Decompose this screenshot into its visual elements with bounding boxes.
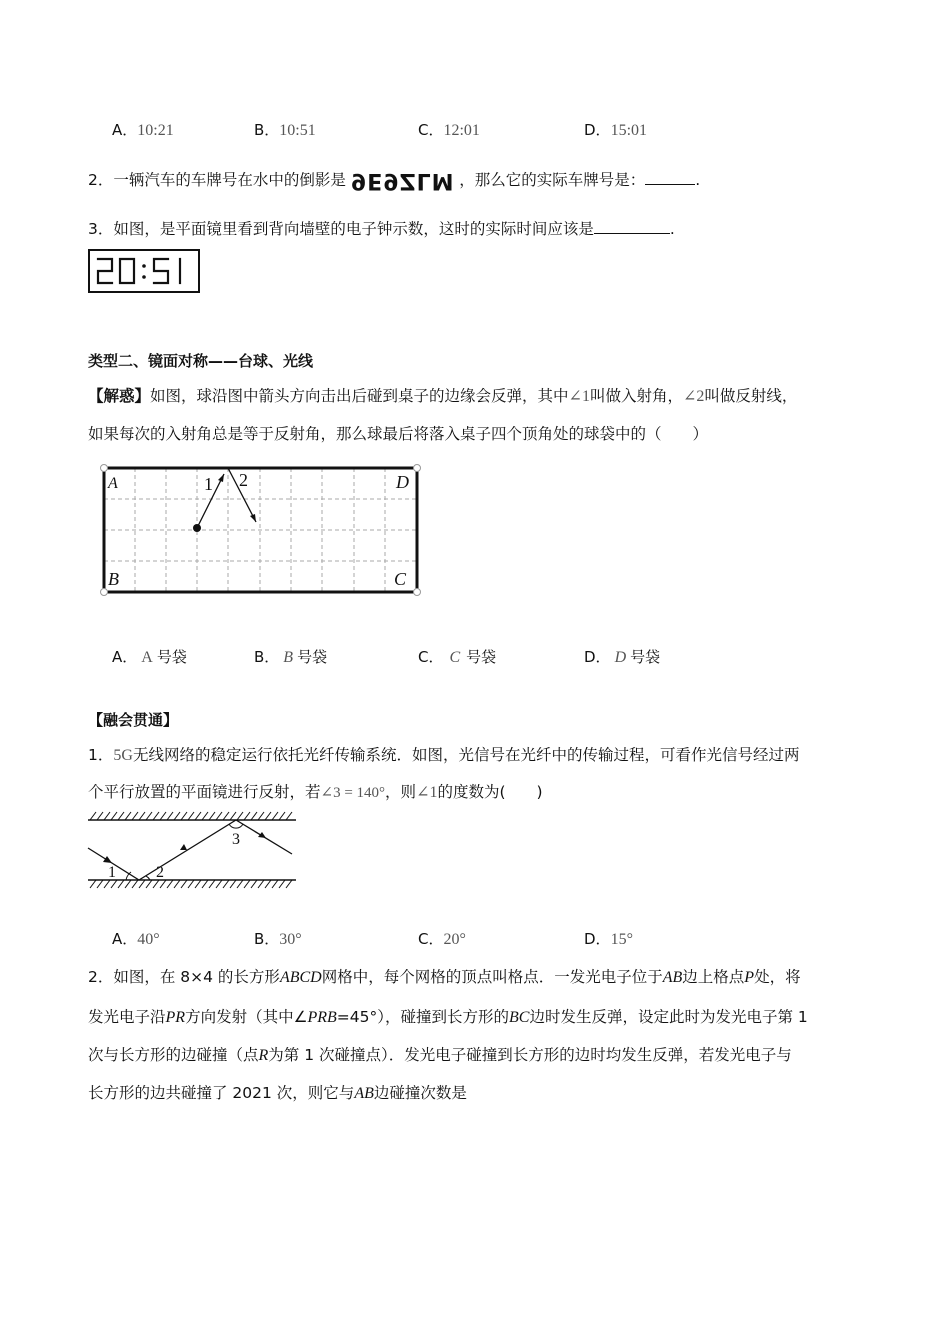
option-text: 号袋 [466, 648, 497, 666]
text: 无线网络的稳定运行依托光纤传输系统．如图，光信号在光纤中的传输过程，可看作光信号经过两 [132, 746, 800, 764]
math-var: ABCD [279, 969, 322, 986]
option-letter: B． [254, 648, 280, 666]
option-text: 号袋 [156, 648, 187, 666]
text: 个平行放置的平面镜进行反射，若 [88, 783, 321, 801]
light-path [88, 820, 292, 880]
option-letter: C． [418, 648, 444, 666]
option-d [584, 119, 647, 140]
text: 长方形的边共碰撞了 2021 次，则它与 [88, 1084, 355, 1102]
angle-label-2: 2 [156, 864, 164, 881]
option-text: 号袋 [630, 648, 661, 666]
option-value: 10:21 [137, 122, 174, 139]
corner-label-d: D [396, 472, 409, 492]
option-symbol: A [141, 649, 153, 666]
text: 的度数为( ) [437, 783, 543, 801]
bottom-mirror-hatch [90, 880, 292, 888]
math-var: AB [662, 969, 683, 986]
math-var: R [258, 1047, 269, 1064]
option-symbol: C [449, 649, 461, 666]
option-letter: D． [584, 930, 611, 948]
question-end: . [695, 171, 701, 189]
text: 网格中，每个网格的顶点叫格点．一发光电子位于 [321, 968, 663, 986]
option-text: 号袋 [297, 648, 328, 666]
option-c [418, 928, 466, 949]
option-letter: C． [418, 121, 444, 139]
option-value: 20° [443, 931, 466, 948]
math-var: PR [165, 1009, 186, 1026]
plate-text: 9E9ZLM [350, 168, 455, 193]
option-a [112, 119, 174, 140]
arrowhead-3 [258, 832, 266, 838]
text: ，则 [385, 783, 417, 801]
angle-label-1: 1 [108, 864, 116, 881]
answer-blank [594, 219, 670, 234]
option-d [584, 646, 660, 667]
section-title: 类型二、镜面对称——台球、光线 [88, 352, 314, 370]
s3q2-line3 [88, 1043, 792, 1065]
option-value: 10:51 [279, 122, 316, 139]
question-text: 2．一辆汽车的车牌号在水中的倒影是 [88, 171, 346, 189]
arrowhead-down [250, 514, 256, 522]
s3q2-line2 [88, 1005, 808, 1027]
option-a [112, 928, 160, 949]
math-var: P [744, 969, 755, 986]
option-b [254, 928, 302, 949]
option-letter: D． [584, 648, 611, 666]
text: 叫做反射线， [704, 387, 798, 405]
fiveg-label: 5G [113, 747, 133, 764]
text: 2．如图，在 8×4 的长方形 [88, 968, 280, 986]
digit-5 [154, 259, 168, 283]
text: 发光电子沿 [88, 1008, 166, 1026]
math-var: PRB [307, 1009, 337, 1026]
option-symbol: D [614, 649, 627, 666]
question-number: 1． [88, 746, 114, 764]
math-var: BC [509, 1009, 530, 1026]
math-var: AB [354, 1085, 374, 1102]
option-c [418, 119, 480, 140]
arrowhead-1 [103, 856, 112, 863]
option-letter: A． [112, 930, 138, 948]
text: 方向发射（其中∠ [185, 1008, 308, 1026]
plate-reflection [351, 168, 455, 193]
question-end: . [669, 220, 675, 238]
arrowhead-up [218, 474, 224, 482]
s3q1-line2 [88, 780, 543, 802]
section2-line1 [88, 384, 797, 406]
option-letter: B． [254, 121, 280, 139]
question-3 [88, 217, 675, 239]
s3q1-line1 [88, 743, 799, 765]
option-d [584, 928, 633, 949]
option-letter: B． [254, 930, 280, 948]
option-c [418, 646, 496, 667]
angle-symbol: ∠1 [568, 388, 590, 405]
text: 边上格点 [682, 968, 745, 986]
text: 次与长方形的边碰撞（点 [88, 1046, 259, 1064]
option-value: 30° [279, 931, 302, 948]
clock-colon-dot [142, 275, 146, 279]
angle-symbol: ∠1 [416, 784, 438, 801]
section2-line2: 如果每次的入射角总是等于反射角，那么球最后将落入桌子四个顶角处的球袋中的（ ） [88, 425, 709, 443]
question-text: 3．如图，是平面镜里看到背向墙壁的电子钟示数，这时的实际时间应该是 [88, 220, 594, 238]
option-b [254, 119, 316, 140]
text: 边碰撞次数是 [373, 1084, 467, 1102]
digit-0 [120, 259, 134, 283]
digital-clock [88, 249, 200, 293]
text: =45°），碰撞到长方形的 [336, 1008, 510, 1026]
angle-label-2: 2 [239, 470, 248, 490]
corner-label-b: B [108, 569, 119, 589]
question-2 [88, 168, 700, 193]
section-tag: 【解惑】 [88, 387, 151, 405]
question-text: ，那么它的实际车牌号是： [459, 171, 646, 189]
mirror-figure [86, 810, 301, 892]
option-letter: A． [112, 121, 138, 139]
digit-2 [98, 259, 112, 283]
text: 叫做入射角， [589, 387, 683, 405]
top-mirror-hatch [90, 812, 292, 820]
option-value: 40° [137, 931, 160, 948]
option-value: 15:01 [610, 122, 648, 139]
option-letter: D． [584, 121, 611, 139]
angle-label-1: 1 [204, 474, 213, 494]
text: 为第 1 次碰撞点）．发光电子碰撞到长方形的边时均发生反弹，若发光电子与 [268, 1046, 792, 1064]
option-value: 12:01 [443, 122, 480, 139]
s3q2-line1 [88, 965, 801, 987]
grid-lines [104, 468, 417, 592]
option-letter: A． [112, 648, 138, 666]
text: 如图，球沿图中箭头方向击出后碰到桌子的边缘会反弹，其中 [150, 387, 569, 405]
billiard-figure [96, 460, 426, 600]
text: 处，将 [754, 968, 801, 986]
option-a [112, 646, 187, 667]
corner-label-c: C [394, 569, 407, 589]
section-tag: 【融会贯通】 [88, 711, 179, 729]
option-value: 15° [610, 931, 633, 948]
angle-label-3: 3 [232, 831, 240, 848]
clock-digits [90, 251, 198, 291]
angle-symbol: ∠2 [682, 388, 705, 405]
text: 边时发生反弹，设定此时为发光电子第 1 [529, 1008, 808, 1026]
clock-colon-dot [142, 264, 146, 268]
angle-arc-3 [229, 824, 243, 828]
angle-value: ∠3 = 140° [320, 785, 386, 801]
corner-label-a: A [108, 475, 118, 492]
arrowhead-2 [180, 844, 187, 850]
answer-blank [645, 170, 695, 185]
option-symbol: B [283, 649, 294, 666]
option-b [254, 646, 327, 667]
option-letter: C． [418, 930, 444, 948]
s3q2-line4 [88, 1081, 467, 1103]
